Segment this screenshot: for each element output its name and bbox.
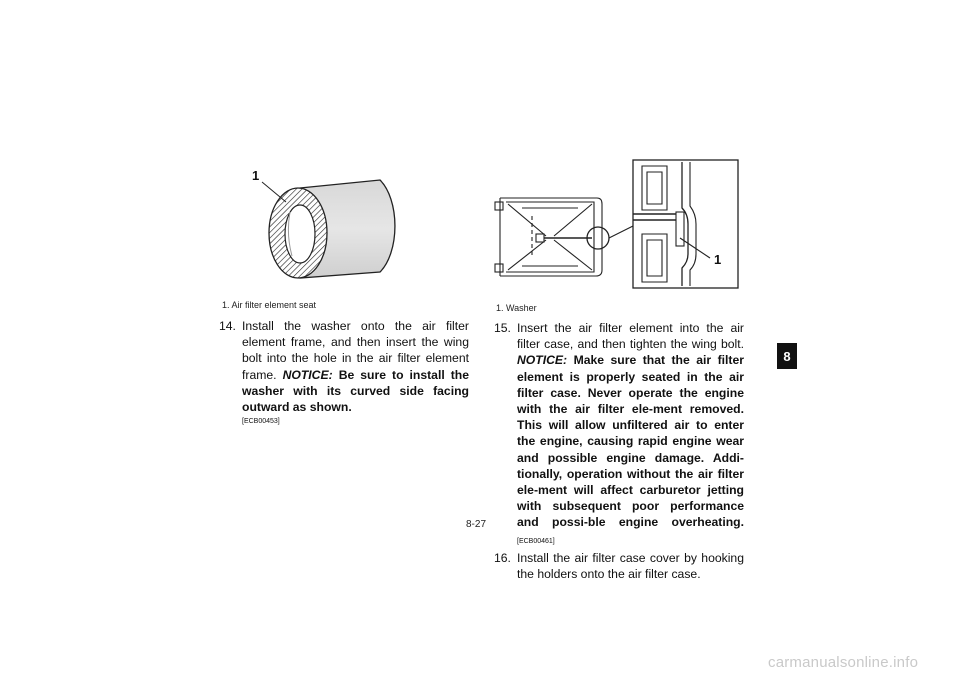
step-16-number: 16. xyxy=(494,550,511,565)
step-15-notice-label: NOTICE: xyxy=(517,353,568,368)
step-16-text: Install the air filter case cover by hooking the holders onto the air filter case. xyxy=(517,550,744,582)
step-14-code: [ECB00453] xyxy=(242,418,280,426)
step-14-number: 14. xyxy=(219,319,236,333)
right-figure-caption: 1. Washer xyxy=(496,303,537,313)
step-14-notice-label: NOTICE: xyxy=(282,367,333,382)
left-figure-caption: 1. Air filter element seat xyxy=(222,300,317,310)
step-15-number: 15. xyxy=(494,321,511,335)
step-14-notice-text: Be sure to install the washer with its curved side facing outward as shown. xyxy=(242,367,470,415)
step-14 xyxy=(219,318,469,425)
page-number: 8-27 xyxy=(466,519,487,530)
step-15-notice-text: Make sure that the air filter element is properly seated in the air filter case. Never operate the engine with the air filter ele-ment removed. This will allow unfiltered air to enter the engine, causing rapid engine wear and possible engine damage. Addi-tionally, operation without the air filter ele-ment will affect carburetor jetting with subsequent poor performance and possi-ble engine overheating. xyxy=(517,353,744,530)
step-15-code: [ECB00461] xyxy=(517,537,555,545)
right-figure-callout: 1 xyxy=(714,252,722,267)
left-figure-callout: 1 xyxy=(252,168,260,183)
step-16 xyxy=(494,550,744,582)
steps-15-16 xyxy=(494,320,744,582)
air-filter-case-figure xyxy=(492,158,742,293)
chapter-tab: 8 xyxy=(777,343,797,369)
air-filter-element-figure xyxy=(240,160,420,295)
step-15 xyxy=(494,320,744,550)
step-15-text: Insert the air filter element into the air filter case, and then tighten the wing bolt. xyxy=(517,321,744,352)
step-14-text: Install the washer onto the air filter element frame, and then insert the wing bolt into the hole in the air filter element frame. xyxy=(242,319,469,382)
watermark: carmanualsonline.info xyxy=(768,654,919,671)
